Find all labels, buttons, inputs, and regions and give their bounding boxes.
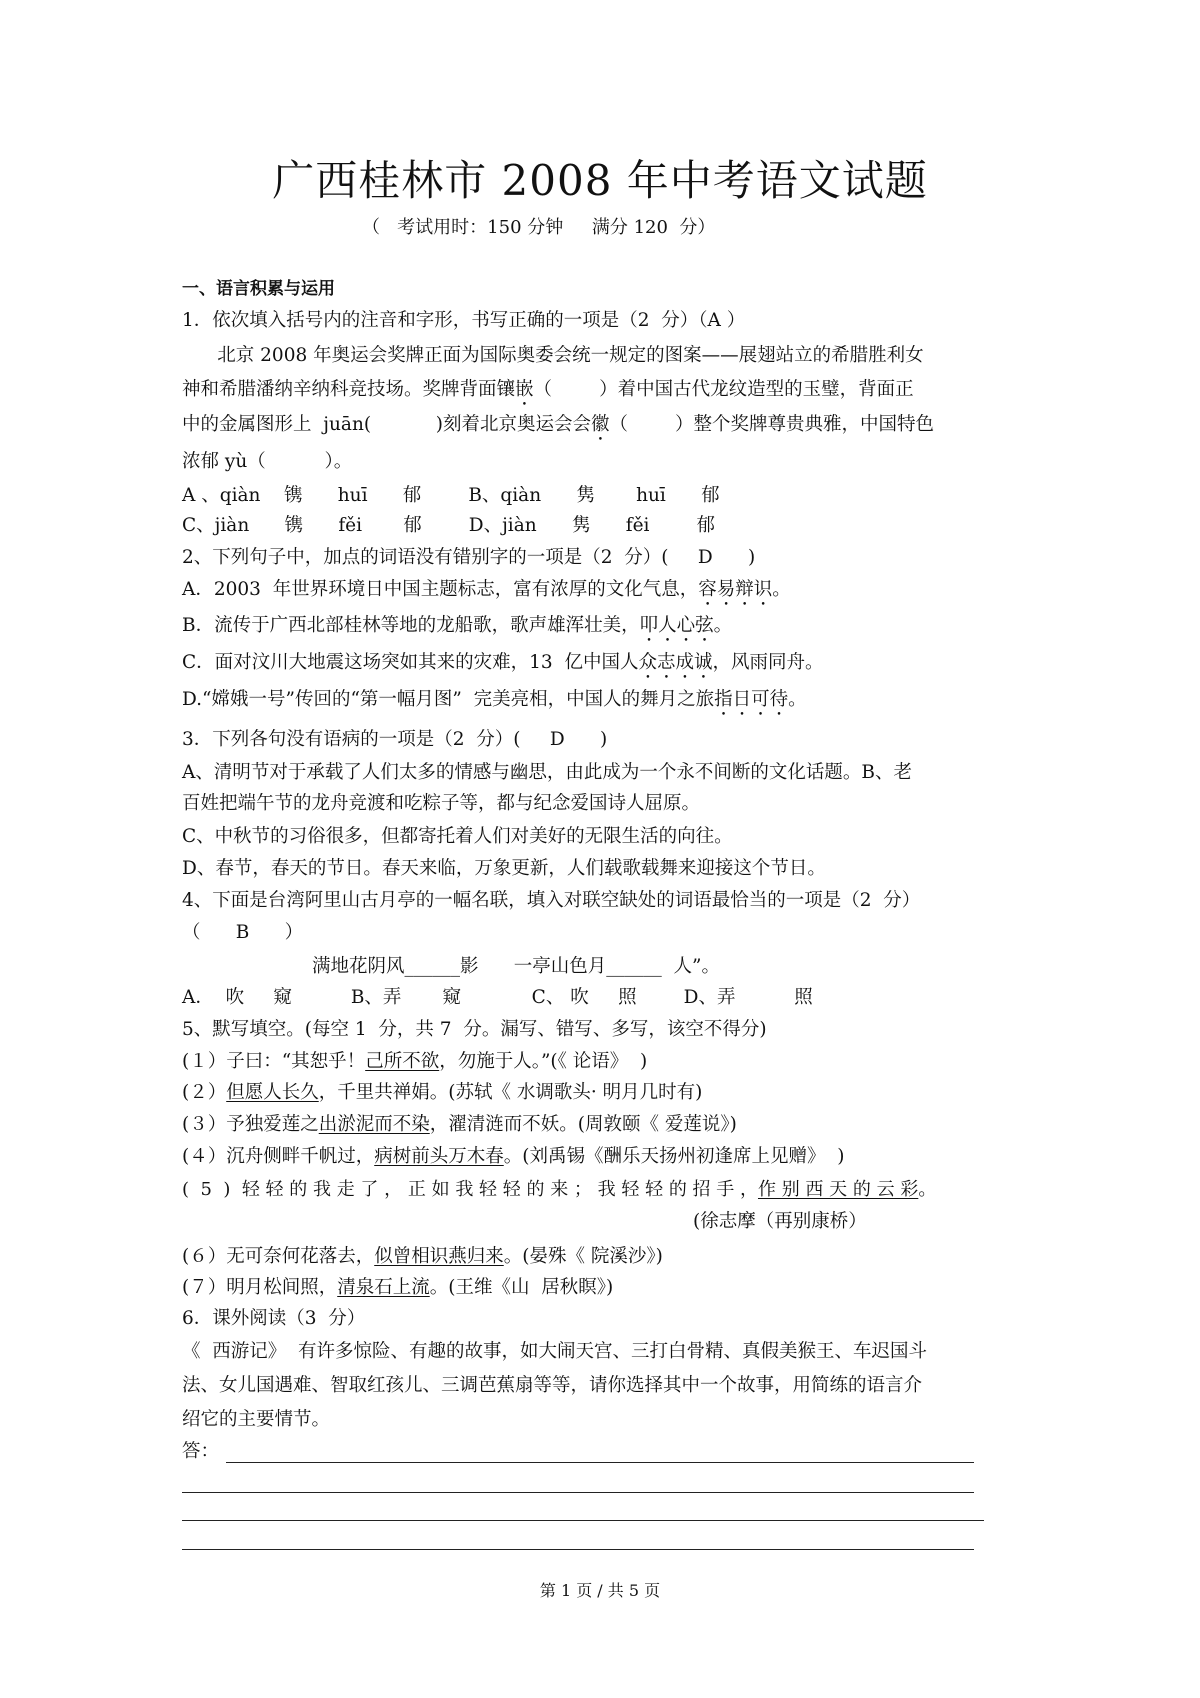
filled-answer: 但愿人长久 <box>226 1082 319 1103</box>
question-4-answer: （ B ） <box>182 922 304 943</box>
dotted-words: 叩人心弦 <box>639 615 714 636</box>
exam-info: （ 考试用时：150 分钟 满分 120 分） <box>362 217 716 238</box>
question-4-options: A． 吹 窥 B、弄 窥 C、 吹 照 D、弄 照 <box>182 987 813 1008</box>
question-2-stem: 2、下列句子中，加点的词语没有错别字的一项是（2 分）( D ) <box>182 547 756 568</box>
answer-line[interactable] <box>182 1520 984 1521</box>
question-3-option-d: D、春节，春天的节日。春天来临，万象更新，人们载歌载舞来迎接这个节日。 <box>182 858 826 879</box>
section-heading: 一、语言积累与运用 <box>182 279 335 299</box>
question-1-passage-line-3: 中的金属图形上 juān( )刻着北京奥运会会徽（ ）整个奖牌尊贵典雅，中国特色 <box>182 414 935 435</box>
question-5-item-4: (４）沉舟侧畔千帆过，病树前头万木春。(刘禹锡《酬乐天扬州初逢席上见赠》 ) <box>182 1146 845 1167</box>
question-4-stem: 4、下面是台湾阿里山古月亭的一幅名联，填入对联空缺处的词语最恰当的一项是（2 分） <box>182 890 921 911</box>
question-6-stem: 6．课外阅读（3 分） <box>182 1308 366 1329</box>
dotted-words: 指日可待 <box>714 689 789 710</box>
answer-label: 答： <box>182 1441 220 1462</box>
question-5-item-5-source: (徐志摩（再别康桥） <box>693 1211 867 1232</box>
dotted-words: 众志成诚 <box>638 652 713 673</box>
question-1-options-ab: A 、qiàn 镌 huī 郁 B、qiàn 隽 huī 郁 <box>182 485 720 506</box>
question-2-option-c: C．面对汶川大地震这场突如其来的灾难，13 亿中国人众志成诚，风雨同舟。 <box>182 652 824 673</box>
filled-answer: 似曾相识燕归来 <box>374 1246 504 1267</box>
question-1-passage-line-4: 浓郁 yù（ ）。 <box>182 451 353 472</box>
question-3-option-a-line-1: A、清明节对于承载了人们太多的情感与幽思，由此成为一个永不间断的文化话题。B、老 <box>182 762 912 783</box>
question-1-stem: 1．依次填入括号内的注音和字形，书写正确的一项是（2 分）（A ） <box>182 310 746 331</box>
filled-answer: 清泉石上流 <box>337 1277 430 1298</box>
dotted-char: 徽 <box>590 414 610 435</box>
question-5-item-1: (１）子曰：“其恕乎！己所不欲，勿施于人。”(《 论语》 ) <box>182 1051 648 1072</box>
page-title: 广西桂林市 2008 年中考语文试题 <box>272 156 928 205</box>
question-1-options-cd: C、jiàn 镌 fěi 郁 D、jiàn 隽 fěi 郁 <box>182 515 715 536</box>
answer-line[interactable] <box>226 1462 974 1463</box>
question-5-item-2: (２）但愿人长久，千里共禅娟。(苏轼《 水调歌头· 明月几时有) <box>182 1082 703 1103</box>
question-4-couplet: 满地花阴风______影 一亭山色月______ 人”。 <box>312 956 721 977</box>
question-6-passage-line-1: 《 西游记》 有许多惊险、有趣的故事，如大闹天宫、三打白骨精、真假美猴王、车迟国斗 <box>182 1341 928 1362</box>
page-footer: 第 1 页 / 共 5 页 <box>539 1581 661 1600</box>
question-5-stem: 5、默写填空。(每空 1 分，共 7 分。漏写、错写、多写，该空不得分) <box>182 1019 767 1040</box>
question-2-option-b: B．流传于广西北部桂林等地的龙船歌，歌声雄浑壮美，叩人心弦。 <box>182 615 733 636</box>
question-3-stem: 3．下列各句没有语病的一项是（2 分）( D ) <box>182 729 608 750</box>
answer-line[interactable] <box>182 1492 974 1493</box>
filled-answer: 己所不欲 <box>365 1051 440 1072</box>
question-5-item-5: ( 5 ) 轻 轻 的 我 走 了 ， 正 如 我 轻 轻 的 来 ； 我 轻 轻 的 招 手 ，作 别 西 天 的 云 彩。 <box>182 1179 937 1200</box>
question-5-item-3: (３）予独爱莲之出淤泥而不染，濯清涟而不妖。(周敦颐《 爱莲说》) <box>182 1114 737 1135</box>
question-1-passage-line-1: 北京 2008 年奥运会奖牌正面为国际奥委会统一规定的图案——展翅站立的希腊胜利女 <box>182 345 924 366</box>
question-2-option-a: A．2003 年世界环境日中国主题标志，富有浓厚的文化气息，容易辩识。 <box>182 579 791 600</box>
question-5-item-7: (７）明月松间照，清泉石上流。(王维《山 居秋瞑》) <box>182 1277 614 1298</box>
question-3-option-c: C、中秋节的习俗很多，但都寄托着人们对美好的无限生活的向往。 <box>182 826 733 847</box>
question-3-option-a-line-2: 百姓把端午节的龙舟竞渡和吃粽子等，都与纪念爱国诗人屈原。 <box>182 793 701 814</box>
dotted-char: 嵌 <box>515 379 534 400</box>
question-5-item-6: (６）无可奈何花落去，似曾相识燕归来。(晏殊《 院溪沙》) <box>182 1246 663 1267</box>
filled-answer: 作 别 西 天 的 云 彩 <box>757 1179 919 1200</box>
dotted-words: 容易辩识 <box>698 579 773 600</box>
filled-answer: 出淤泥而不染 <box>318 1114 430 1135</box>
question-1-passage-line-2: 神和希腊潘纳辛纳科竞技场。奖牌背面镶嵌（ ）着中国古代龙纹造型的玉璧，背面正 <box>182 379 914 400</box>
question-6-passage-line-2: 法、女儿国遇难、智取红孩儿、三调芭蕉扇等等，请你选择其中一个故事，用简练的语言介 <box>182 1375 923 1396</box>
question-6-passage-line-3: 绍它的主要情节。 <box>182 1409 331 1430</box>
question-2-option-d: D.“嫦娥一号”传回的“第一幅月图” 完美亮相，中国人的舞月之旅指日可待。 <box>182 689 807 710</box>
filled-answer: 病树前头万木春 <box>374 1146 504 1167</box>
answer-line[interactable] <box>182 1549 974 1550</box>
